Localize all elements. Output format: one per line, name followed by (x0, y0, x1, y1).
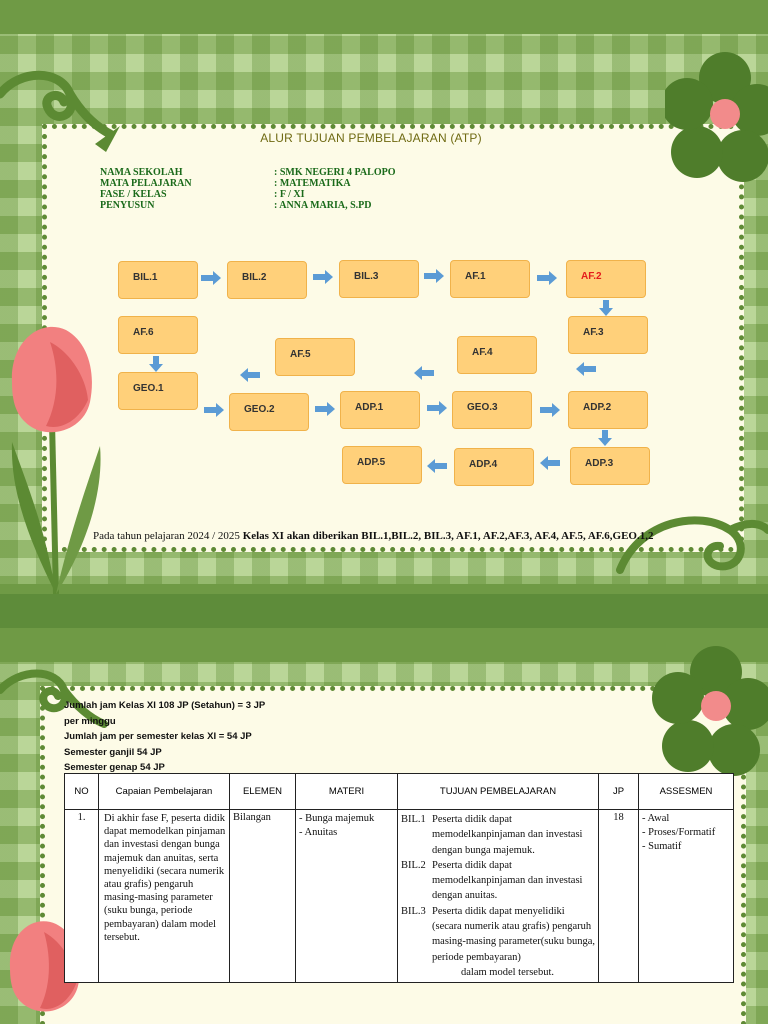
cell-elemen: Bilangan (230, 810, 296, 983)
info-label: NAMA SEKOLAH (100, 167, 183, 178)
tujuan-code: BIL.1 (401, 814, 426, 825)
materi-item: - Bunga majemuk (299, 813, 375, 824)
arrow-down-icon (598, 430, 612, 446)
jp-line: per minggu (64, 715, 116, 727)
flow-node-adp5: ADP.5 (342, 446, 422, 484)
info-row-author (100, 200, 395, 211)
flow-node-bil3: BIL.3 (339, 260, 419, 298)
flow-node-geo2: GEO.2 (229, 393, 309, 431)
materi-item: - Anuitas (299, 827, 338, 838)
tujuan-text: Peserta didik dapat memodelkanpinjaman dan investasi dengan anuitas. (432, 859, 583, 902)
school-info (100, 167, 395, 211)
flow-node-adp2: ADP.2 (568, 391, 648, 429)
info-label: MATA PELAJARAN (100, 178, 192, 189)
arrow-down-icon (599, 300, 613, 316)
flow-node-adp4: ADP.4 (454, 448, 534, 486)
info-row-phase (100, 189, 395, 200)
curly-vine-icon (610, 500, 768, 594)
info-label: PENYUSUN (100, 200, 155, 211)
header-tujuan: TUJUAN PEMBELAJARAN (398, 774, 599, 810)
jp-line: Jumlah jam per semester kelas XI = 54 JP (64, 731, 252, 742)
flow-node-af5: AF.5 (275, 338, 355, 376)
info-value: : SMK NEGERI 4 PALOPO (274, 167, 396, 178)
jp-line: Jumlah jam Kelas XI 108 JP (Setahun) = 3 JP (64, 700, 266, 711)
arrow-right-icon (424, 269, 444, 283)
jp-line: Semester ganjil 54 JP (64, 746, 162, 758)
header-elemen: ELEMEN (230, 774, 296, 810)
tujuan-tail: dalam model tersebut. (461, 966, 555, 978)
jp-line: Semester genap 54 JP (64, 762, 165, 773)
cell-assesmen (639, 810, 734, 983)
cell-no: 1. (65, 810, 99, 983)
tujuan-code: BIL.3 (401, 905, 426, 917)
arrow-right-icon (315, 402, 335, 416)
info-value: : MATEMATIKA (274, 178, 351, 189)
table-row (65, 810, 734, 983)
arrow-right-icon (427, 401, 447, 415)
flow-node-adp3: ADP.3 (570, 447, 650, 485)
tulip-icon (0, 322, 110, 594)
assesmen-item: - Awal (642, 813, 670, 824)
arrow-left-icon (240, 368, 260, 382)
arrow-down-icon (149, 356, 163, 372)
header-materi: MATERI (296, 774, 398, 810)
top-green-band (0, 0, 768, 34)
cell-jp: 18 (599, 810, 639, 983)
arrow-left-icon (540, 456, 560, 470)
info-value: : ANNA MARIA, S.PD (274, 200, 372, 211)
tujuan-item (401, 858, 595, 904)
flow-node-geo3: GEO.3 (452, 391, 532, 429)
jp-summary (64, 698, 265, 776)
header-jp: JP (599, 774, 639, 810)
cell-capaian: Di akhir fase F, peserta didik dapat memodelkan pinjaman dan investasi dengan bunga majemuk dan anuitas, serta menyelidiki (secara numerik atau grafis) pengaruh masing-masing parameter (suku bunga, periode pembayaran) dalam model tersebut. (99, 810, 230, 983)
tujuan-item (401, 904, 595, 965)
cell-tujuan (398, 810, 599, 983)
info-row-school (100, 167, 395, 178)
header-no: NO (65, 774, 99, 810)
arrow-left-icon (414, 366, 434, 380)
tujuan-text: Peserta didik dapat menyelidiki (secara numerik atau grafis) pengaruh masing-masing parameter(suku bunga, periode pembayaran) (432, 905, 595, 963)
flow-node-af1: AF.1 (450, 260, 530, 298)
summary-bold: Kelas XI akan diberikan BIL.1,BIL.2, BIL.3, AF.1, AF.2,AF.3, AF.4, AF.5, AF.6,GEO.1,2 (242, 530, 654, 542)
flow-node-af2: AF.2 (566, 260, 646, 298)
flow-node-adp1: ADP.1 (340, 391, 420, 429)
summary-text (93, 530, 753, 542)
summary-prefix: Pada tahun pelajaran 2024 / 2025 (93, 530, 243, 542)
header-assesmen: ASSESMEN (639, 774, 734, 810)
tujuan-text: Peserta didik dapat memodelkanpinjaman dan investasi dengan bunga majemuk. (432, 814, 583, 856)
flow-node-af4: AF.4 (457, 336, 537, 374)
flow-node-bil2: BIL.2 (227, 261, 307, 299)
info-label: FASE / KELAS (100, 189, 167, 200)
cell-materi (296, 810, 398, 983)
flow-node-af6: AF.6 (118, 316, 198, 354)
green-flower-icon (650, 642, 768, 782)
assesmen-item: - Proses/Formatif (642, 827, 716, 838)
arrow-right-icon (204, 403, 224, 417)
header-capaian: Capaian Pembelajaran (99, 774, 230, 810)
tujuan-code: BIL.2 (401, 859, 426, 871)
flow-node-geo1: GEO.1 (118, 372, 198, 410)
arrow-left-icon (427, 459, 447, 473)
arrow-right-icon (313, 270, 333, 284)
atp-table (64, 773, 734, 983)
green-flower-icon (665, 48, 768, 188)
page-title: ALUR TUJUAN PEMBELAJARAN (ATP) (260, 131, 482, 145)
arrow-right-icon (201, 271, 221, 285)
arrow-left-icon (576, 362, 596, 376)
table-header-row (65, 774, 734, 810)
arrow-right-icon (540, 403, 560, 417)
assesmen-item: - Sumatif (642, 841, 682, 852)
tujuan-item (401, 812, 595, 858)
info-value: : F / XI (274, 189, 305, 200)
info-row-subject (100, 178, 395, 189)
flow-node-af3: AF.3 (568, 316, 648, 354)
flow-node-bil1: BIL.1 (118, 261, 198, 299)
arrow-right-icon (537, 271, 557, 285)
